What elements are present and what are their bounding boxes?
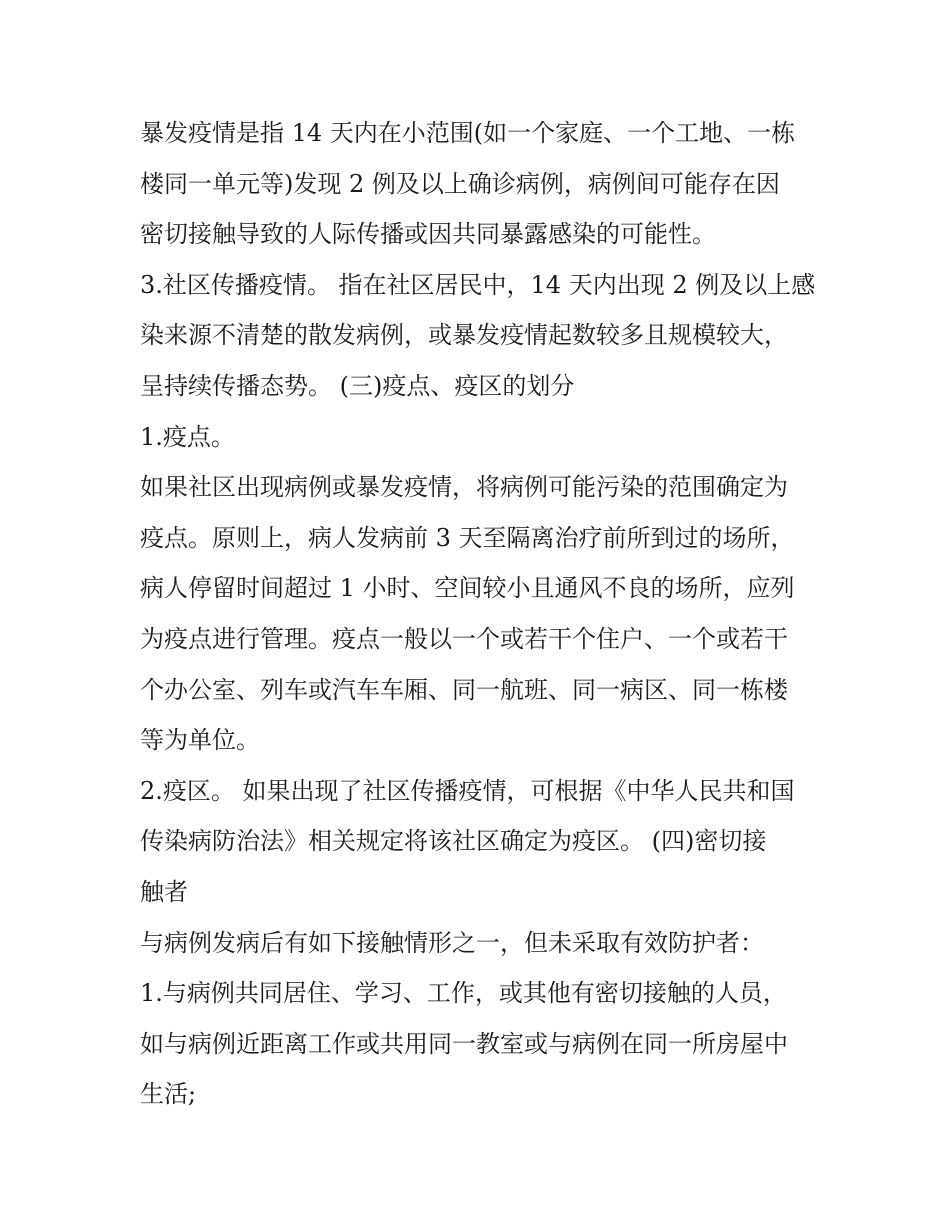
text-line: 1.与病例共同居住、学习、工作，或其他有密切接触的人员， bbox=[140, 979, 787, 1008]
text-line: 呈持续传播态势。 (三)疫点、疫区的划分 bbox=[140, 371, 575, 400]
text-line: 与病例发病后有如下接触情形之一，但未采取有效防护者： bbox=[140, 928, 764, 957]
text-line: 如果社区出现病例或暴发疫情，将病例可能污染的范围确定为 bbox=[140, 473, 788, 502]
document-body bbox=[140, 108, 830, 1120]
text-line: 楼同一单元等)发现 2 例及以上确诊病例，病例间可能存在因 bbox=[140, 169, 780, 198]
text-line: 3.社区传播疫情。 指在社区居民中，14 天内出现 2 例及以上感 bbox=[140, 270, 816, 299]
text-line: 个办公室、列车或汽车车厢、同一航班、同一病区、同一栋楼 bbox=[140, 675, 788, 704]
text-line: 传染病防治法》相关规定将该社区确定为疫区。 (四)密切接 bbox=[140, 827, 767, 856]
text-line: 病人停留时间超过 1 小时、空间较小且通风不良的场所，应列 bbox=[140, 574, 795, 603]
text-line: 染来源不清楚的散发病例，或暴发疫情起数较多且规模较大， bbox=[140, 321, 788, 350]
text-line: 密切接触导致的人际传播或因共同暴露感染的可能性。 bbox=[140, 220, 716, 249]
text-line: 触者 bbox=[140, 877, 188, 906]
text-line: 疫点。原则上，病人发病前 3 天至隔离治疗前所到过的场所， bbox=[140, 523, 795, 552]
text-line: 如与病例近距离工作或共用同一教室或与病例在同一所房屋中 bbox=[140, 1029, 788, 1058]
text-line: 2.疫区。 如果出现了社区传播疫情，可根据《中华人民共和国 bbox=[140, 776, 795, 805]
text-line: 为疫点进行管理。疫点一般以一个或若干个住户、一个或若干 bbox=[140, 624, 788, 653]
text-line: 等为单位。 bbox=[140, 726, 260, 755]
text-line: 暴发疫情是指 14 天内在小范围(如一个家庭、一个工地、一栋 bbox=[140, 119, 796, 147]
text-line: 生活; bbox=[140, 1080, 197, 1109]
text-line: 1.疫点。 bbox=[140, 422, 235, 451]
